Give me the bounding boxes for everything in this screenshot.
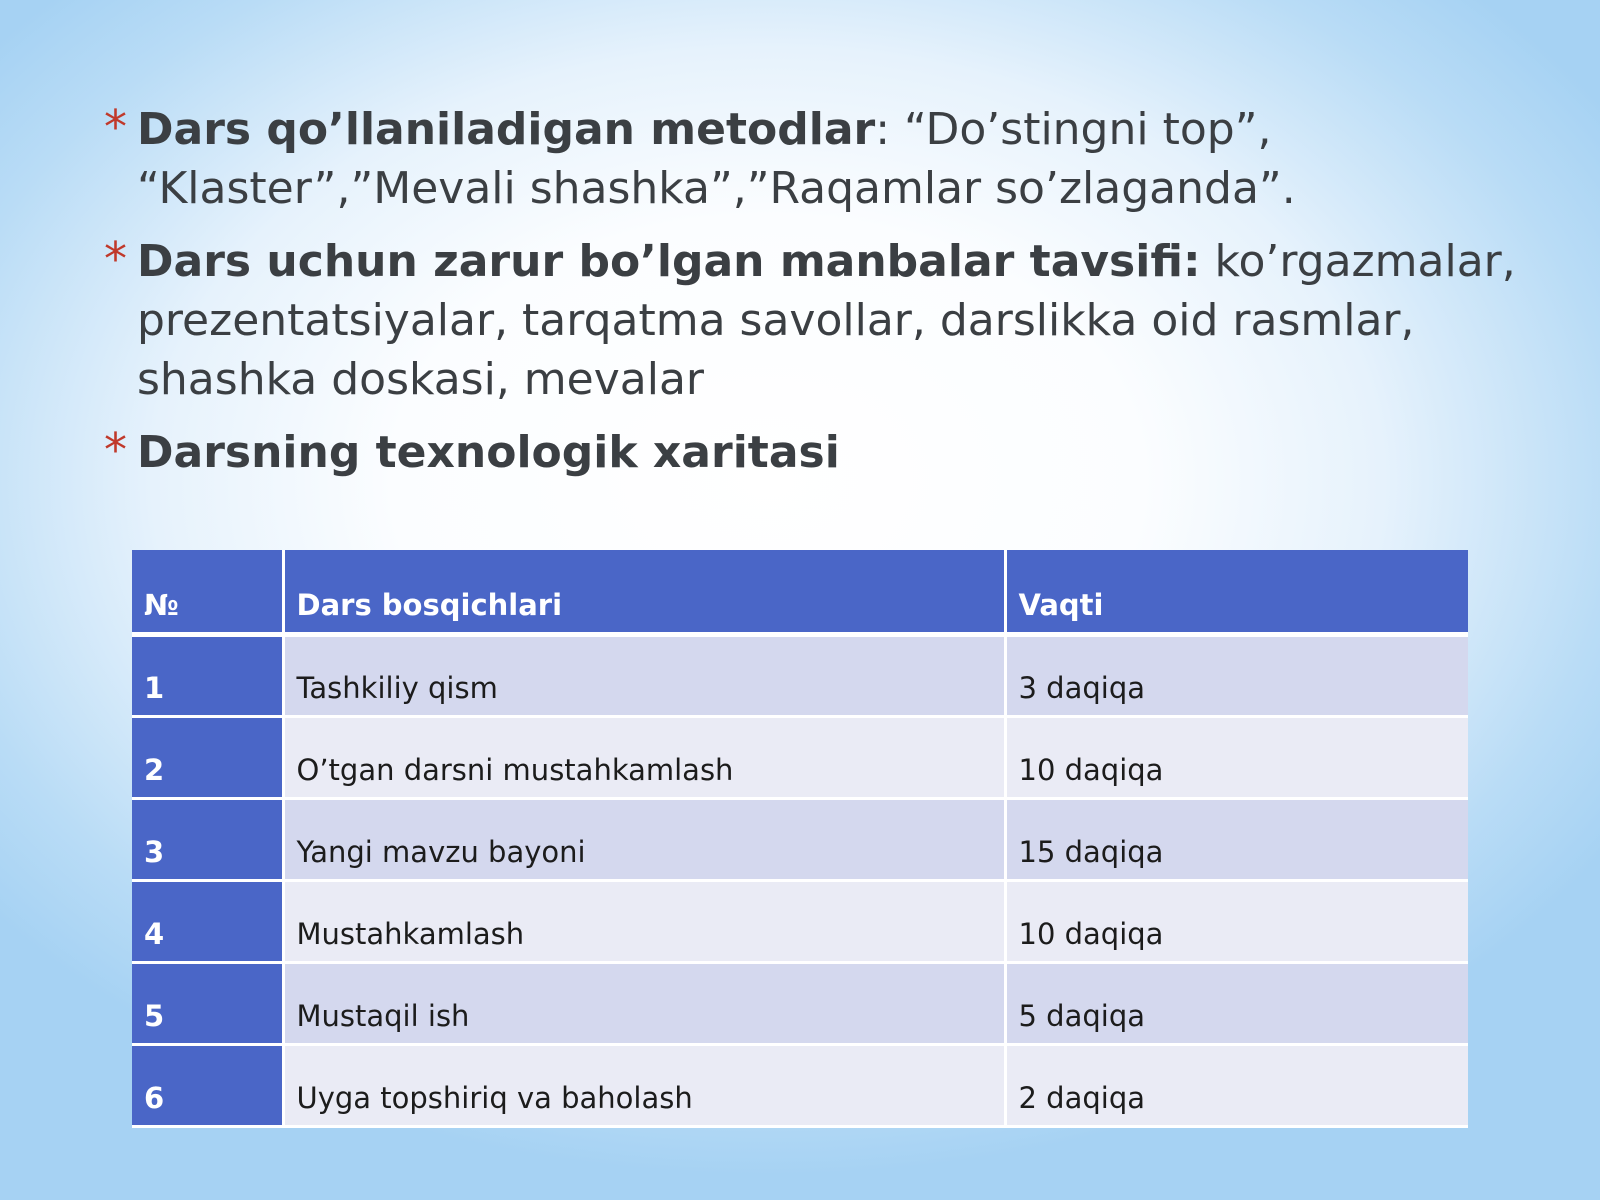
bullet-methods-heading: Dars qo’llaniladigan metodlar bbox=[137, 104, 876, 155]
table-row bbox=[132, 798, 1468, 880]
row-number: 6 bbox=[132, 1044, 283, 1126]
row-number: 1 bbox=[132, 634, 283, 716]
table-row bbox=[132, 1044, 1468, 1126]
slide-text bbox=[104, 100, 1524, 496]
header-stage: Dars bosqichlari bbox=[283, 550, 1005, 634]
bullet-star-icon: * bbox=[104, 423, 127, 477]
row-time: 2 daqiqa bbox=[1005, 1044, 1468, 1126]
row-number: 3 bbox=[132, 798, 283, 880]
row-stage: Mustahkamlash bbox=[283, 880, 1005, 962]
row-stage: Tashkiliy qism bbox=[283, 634, 1005, 716]
bullet-methods bbox=[104, 100, 1524, 218]
lesson-stages-table bbox=[132, 550, 1468, 1128]
table-row bbox=[132, 716, 1468, 798]
row-stage: Yangi mavzu bayoni bbox=[283, 798, 1005, 880]
row-stage: Uyga topshiriq va baholash bbox=[283, 1044, 1005, 1126]
bullet-star-icon: * bbox=[104, 232, 127, 286]
row-time: 3 daqiqa bbox=[1005, 634, 1468, 716]
row-time: 10 daqiqa bbox=[1005, 880, 1468, 962]
bullet-resources-text: ko’rgazmalar, prezentatsiyalar, tarqatma savollar, darslikka oid rasmlar, shashka doskasi, mevalar bbox=[137, 236, 1516, 405]
row-time: 10 daqiqa bbox=[1005, 716, 1468, 798]
table-row bbox=[132, 880, 1468, 962]
table-row bbox=[132, 962, 1468, 1044]
header-number: № bbox=[132, 550, 283, 634]
table-row bbox=[132, 634, 1468, 716]
bullet-resources bbox=[104, 232, 1524, 409]
row-time: 15 daqiqa bbox=[1005, 798, 1468, 880]
bullet-star-icon: * bbox=[104, 100, 127, 154]
bullet-tech-map bbox=[104, 423, 1524, 482]
row-number: 5 bbox=[132, 962, 283, 1044]
row-stage: O’tgan darsni mustahkamlash bbox=[283, 716, 1005, 798]
bullet-tech-map-heading: Darsning texnologik xaritasi bbox=[137, 427, 840, 478]
bullet-resources-heading: Dars uchun zarur bo’lgan manbalar tavsifi: bbox=[137, 236, 1201, 287]
row-number: 2 bbox=[132, 716, 283, 798]
row-time: 5 daqiqa bbox=[1005, 962, 1468, 1044]
bullet-methods-text: : “Do’stingni top”, “Klaster”,”Mevali shashka”,”Raqamlar so’zlaganda”. bbox=[137, 104, 1296, 214]
row-stage: Mustaqil ish bbox=[283, 962, 1005, 1044]
header-time: Vaqti bbox=[1005, 550, 1468, 634]
table-header-row bbox=[132, 550, 1468, 634]
row-number: 4 bbox=[132, 880, 283, 962]
